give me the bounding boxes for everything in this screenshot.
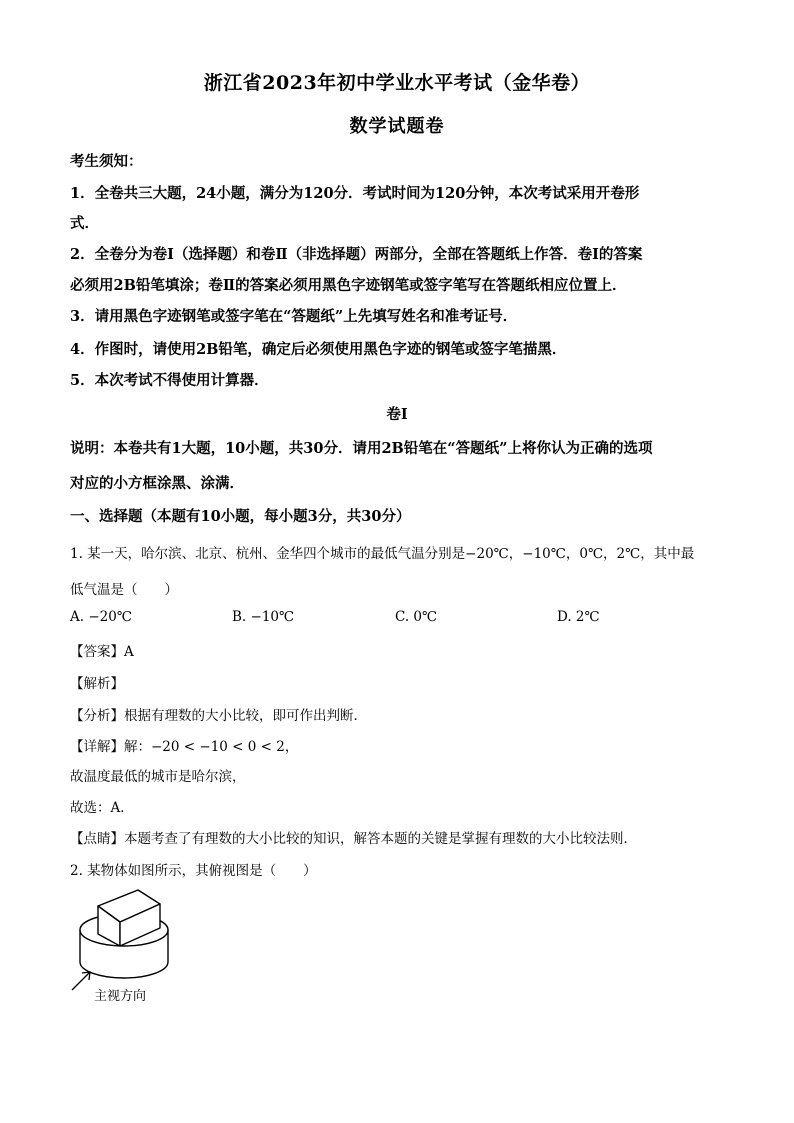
volume-desc: 对应的小方框涂黑、涂满． <box>70 475 244 492</box>
option-c: C. 0℃ <box>395 609 438 625</box>
detail: 【详解】解：−20 < −10 < 0 < 2， <box>70 739 299 755</box>
notice-item: 5．本次考试不得使用计算器． <box>70 372 269 389</box>
analysis: 【分析】根据有理数的大小比较，即可作出判断． <box>70 708 367 724</box>
analysis-tag: 【解析】 <box>70 676 124 692</box>
notice-item: 1．全卷共三大题，24小题，满分为120分．考试时间为120分钟，本次考试采用开卷形 <box>70 185 640 202</box>
question-stem: 2. 某物体如图所示，其俯视图是（ ） <box>70 863 317 879</box>
detail: 故温度最低的城市是哈尔滨， <box>70 769 246 785</box>
solid-figure <box>64 884 184 994</box>
choose: 故选：A． <box>70 800 134 816</box>
notice-item: 4．作图时，请使用2B铅笔，确定后必须使用黑色字迹的钢笔或签字笔描黑． <box>70 341 567 358</box>
question-stem: 低气温是（ ） <box>70 582 178 598</box>
option-b: B. −10℃ <box>232 609 295 625</box>
notice-item: 3．请用黑色字迹钢笔或签字笔在“答题纸”上先填写姓名和准考证号． <box>70 308 518 325</box>
exam-title: 浙江省2023年初中学业水平考试（金华卷） <box>203 72 591 94</box>
volume-desc: 说明：本卷共有1大题，10小题，共30分．请用2B铅笔在“答题纸”上将你认为正确的选项 <box>70 440 653 457</box>
notice-item: 式． <box>70 215 99 232</box>
comment: 【点睛】本题考查了有理数的大小比较的知识，解答本题的关键是掌握有理数的大小比较法则． <box>70 831 637 847</box>
arrow-icon <box>72 972 90 990</box>
question-stem: 1. 某一天，哈尔滨、北京、杭州、金华四个城市的最低气温分别是−20℃，−10℃，0℃，2℃，其中最 <box>70 546 695 562</box>
option-d: D. 2℃ <box>557 609 600 625</box>
exam-subtitle: 数学试题卷 <box>349 116 445 137</box>
answer: 【答案】A <box>70 644 134 660</box>
notice-heading: 考生须知： <box>70 153 143 170</box>
section-heading: 一、选择题（本题有10小题，每小题3分，共30分） <box>70 508 411 525</box>
figure-label: 主视方向 <box>94 989 147 1004</box>
notice-item: 必须用2B铅笔填涂；卷Ⅱ的答案必须用黑色字迹钢笔或签字笔写在答题纸相应位置上． <box>70 277 627 294</box>
option-a: A. −20℃ <box>70 609 132 625</box>
volume-title: 卷Ⅰ <box>386 406 408 423</box>
notice-item: 2．全卷分为卷Ⅰ（选择题）和卷Ⅱ（非选择题）两部分，全部在答题纸上作答．卷Ⅰ的答案 <box>70 246 643 263</box>
